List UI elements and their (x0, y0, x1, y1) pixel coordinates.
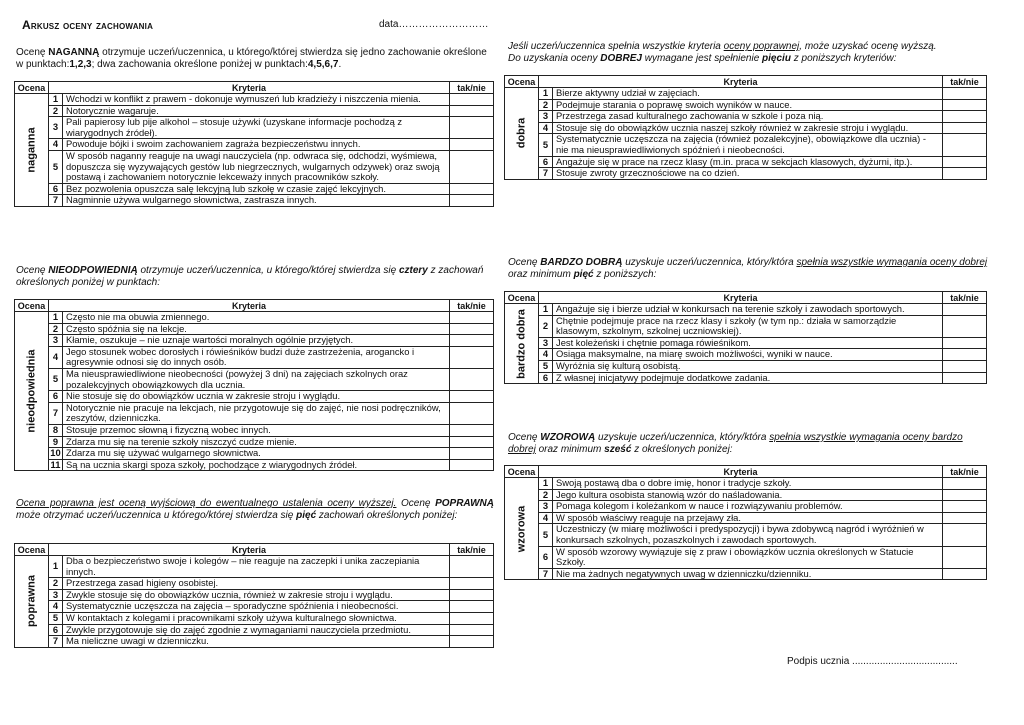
criterion-number: 6 (49, 624, 63, 636)
table-header-row (15, 82, 494, 94)
criterion-text: Zwykle stosuje się do obowiązków ucznia, również w zakresie stroju i wyglądu. (63, 589, 450, 601)
nieodpowiednia-intro: Ocenę NIEODPOWIEDNIĄ otrzymuje uczeń/uczennica, u którego/której stwierdza się cztery z zachowań określonych poniżej w punktach: (16, 265, 484, 288)
table-row (15, 335, 494, 347)
criterion-text: Wchodzi w konflikt z prawem - dokonuje wymuszeń lub kradzieży i niszczenia mienia. (63, 94, 450, 106)
yesno-cell[interactable] (450, 312, 494, 324)
criterion-text: Są na ucznia skargi spoza szkoły, pochodzące z wiarygodnych źródeł. (63, 459, 450, 471)
criterion-number: 5 (539, 360, 553, 372)
criterion-number: 3 (539, 337, 553, 349)
yesno-cell[interactable] (943, 478, 987, 490)
grade-label: bardzo dobra (515, 308, 528, 379)
criterion-text: Angażuje się i bierze udział w konkursach na terenie szkoły i zawodach sportowych. (553, 304, 943, 316)
criterion-text: Osiąga maksymalne, na miarę swoich możliwości, wyniki w nauce. (553, 349, 943, 361)
criterion-number: 9 (49, 436, 63, 448)
criterion-text: Swoją postawą dba o dobre imię, honor i tradycje szkoły. (553, 478, 943, 490)
header-criteria: Kryteria (49, 82, 450, 94)
yesno-cell[interactable] (450, 105, 494, 117)
table-row (505, 512, 987, 524)
table-row (15, 436, 494, 448)
yesno-cell[interactable] (450, 601, 494, 613)
yesno-cell[interactable] (450, 335, 494, 347)
naganna-intro: Ocenę NAGANNĄ otrzymuje uczeń/uczennica, u którego/której stwierdza się jedno zachowanie określone w punktach:1,2,3; dwa zachowania określone poniżej w punktach:4,5,6,7. (16, 47, 487, 70)
date-field[interactable]: data……………………… (379, 19, 489, 30)
grade-label: dobra (515, 118, 528, 149)
header-grade: Ocena (505, 76, 539, 88)
wzorowa-intro: Ocenę WZOROWĄ uzyskuje uczeń/uczennica, który/która spełnia wszystkie wymagania oceny bardzo dobrej oraz minimum sześć z określonych poniżej: (508, 432, 963, 455)
table-row (505, 88, 987, 100)
table-row (15, 459, 494, 471)
criterion-number: 4 (539, 512, 553, 524)
yesno-cell[interactable] (450, 636, 494, 648)
table-row (15, 589, 494, 601)
table-row (15, 312, 494, 324)
criterion-text: Ma nieliczne uwagi w dzienniczku. (63, 636, 450, 648)
table-header-row (505, 76, 987, 88)
criterion-number: 5 (49, 368, 63, 390)
header-yesno: tak/nie (943, 466, 987, 478)
table-row (15, 391, 494, 403)
poprawna-table (14, 543, 494, 648)
criterion-number: 4 (539, 349, 553, 361)
table-row (505, 134, 987, 156)
criterion-number: 7 (49, 402, 63, 424)
yesno-cell[interactable] (450, 94, 494, 106)
criterion-text: Zwykle przygotowuje się do zajęć zgodnie z wymaganiami nauczyciela przedmiotu. (63, 624, 450, 636)
table-row (15, 150, 494, 183)
table-header-row (15, 300, 494, 312)
table-row (505, 360, 987, 372)
criterion-text: Powoduje bójki i swoim zachowaniem zagraża bezpieczeństwu innych. (63, 139, 450, 151)
table-row (15, 601, 494, 613)
table-row (505, 478, 987, 490)
table-row (15, 346, 494, 368)
table-row (15, 612, 494, 624)
table-row (505, 546, 987, 568)
criterion-text: Pomaga kolegom i koleżankom w nauce i rozwiązywaniu problemów. (553, 501, 943, 513)
table-header-row (15, 544, 494, 556)
table-row (15, 402, 494, 424)
criterion-text: W sposób wzorowy wywiązuje się z praw i obowiązków ucznia określonych w Statucie Szkoły. (553, 546, 943, 568)
yesno-cell[interactable] (943, 512, 987, 524)
criterion-text: Często spóźnia się na lekcje. (63, 323, 450, 335)
table-row (505, 304, 987, 316)
criterion-text: Notorycznie nie pracuje na lekcjach, nie przygotowuje się do zajęć, nie nosi podręczników, zeszytów, dzienniczka. (63, 402, 450, 424)
wzorowa-table (504, 465, 987, 580)
grade-label-cell (15, 312, 49, 471)
table-header-row (505, 292, 987, 304)
nieodpowiednia-table (14, 299, 494, 471)
yesno-cell[interactable] (450, 448, 494, 460)
criterion-text: Pali papierosy lub pije alkohol – stosuje używki (uzyskane informacje pochodzą z wiarygodnych źródeł). (63, 117, 450, 139)
bardzo-dobra-table (504, 291, 987, 384)
dobra-intro: Jeśli uczeń/uczennica spełnia wszystkie kryteria oceny poprawnej, może uzyskać ocenę wyższą. Do uzyskania oceny DOBREJ wymagane jest spełnienie pięciu z poniższych kryteriów: (508, 41, 937, 64)
table-row (15, 624, 494, 636)
yesno-cell[interactable] (450, 323, 494, 335)
criterion-text: Jego stosunek wobec dorosłych i rówieśników budzi duże zastrzeżenia, arogancko i agresywnie odnosi się do innych osób. (63, 346, 450, 368)
criterion-number: 4 (49, 601, 63, 613)
yesno-cell[interactable] (943, 349, 987, 361)
yesno-cell[interactable] (450, 578, 494, 590)
table-row (15, 117, 494, 139)
header-grade: Ocena (15, 300, 49, 312)
yesno-cell[interactable] (450, 183, 494, 195)
yesno-cell[interactable] (943, 304, 987, 316)
yesno-cell[interactable] (943, 88, 987, 100)
yesno-cell[interactable] (450, 195, 494, 207)
yesno-cell[interactable] (450, 346, 494, 368)
criterion-text: Bierze aktywny udział w zajęciach. (553, 88, 943, 100)
yesno-cell[interactable] (943, 111, 987, 123)
yesno-cell[interactable] (450, 368, 494, 390)
criterion-number: 1 (539, 304, 553, 316)
criterion-number: 3 (539, 501, 553, 513)
criterion-text: Z własnej inicjatywy podejmuje dodatkowe zadania. (553, 372, 943, 384)
header-criteria: Kryteria (49, 300, 450, 312)
criterion-text: Jego kultura osobista stanowią wzór do naśladowania. (553, 489, 943, 501)
criterion-number: 5 (49, 150, 63, 183)
yesno-cell[interactable] (450, 424, 494, 436)
grade-label: nieodpowiednia (25, 349, 38, 433)
criterion-number: 7 (539, 568, 553, 580)
table-row (505, 489, 987, 501)
criterion-text: Nie stosuje się do obowiązków ucznia w zakresie stroju i wyglądu. (63, 391, 450, 403)
criterion-text: Zdarza mu się używać wulgarnego słownictwa. (63, 448, 450, 460)
table-row (505, 349, 987, 361)
criterion-number: 2 (49, 323, 63, 335)
criterion-number: 6 (539, 156, 553, 168)
yesno-cell[interactable] (450, 391, 494, 403)
student-signature[interactable]: Podpis ucznia ...................................... (787, 656, 958, 667)
criterion-number: 2 (49, 578, 63, 590)
table-row (505, 372, 987, 384)
criterion-text: Bez pozwolenia opuszcza salę lekcyjną lub szkołę w czasie zajęć lekcyjnych. (63, 183, 450, 195)
table-row (505, 315, 987, 337)
header-yesno: tak/nie (943, 76, 987, 88)
dobra-table (504, 75, 987, 180)
yesno-cell[interactable] (943, 168, 987, 180)
header-yesno: tak/nie (943, 292, 987, 304)
table-row (15, 578, 494, 590)
criterion-text: Kłamie, oszukuje – nie uznaje wartości moralnych ogólnie przyjętych. (63, 335, 450, 347)
criterion-number: 5 (539, 524, 553, 546)
table-row (15, 556, 494, 578)
criterion-number: 7 (49, 195, 63, 207)
header-criteria: Kryteria (49, 544, 450, 556)
yesno-cell[interactable] (943, 122, 987, 134)
criterion-number: 3 (49, 117, 63, 139)
criterion-number: 6 (49, 391, 63, 403)
yesno-cell[interactable] (450, 150, 494, 183)
header-grade: Ocena (15, 82, 49, 94)
table-row (15, 139, 494, 151)
grade-label-cell (505, 88, 539, 180)
criterion-number: 7 (539, 168, 553, 180)
grade-label-cell (15, 94, 49, 207)
document-header (22, 18, 492, 32)
criterion-number: 6 (539, 546, 553, 568)
yesno-cell[interactable] (450, 139, 494, 151)
criterion-text: Stosuje zwroty grzecznościowe na co dzień. (553, 168, 943, 180)
header-yesno: tak/nie (450, 300, 494, 312)
criterion-number: 1 (539, 478, 553, 490)
criterion-text: Notorycznie wagaruje. (63, 105, 450, 117)
grade-label: naganna (25, 127, 38, 173)
criterion-text: W sposób naganny reaguje na uwagi nauczyciela (np. odwraca się, odchodzi, wyśmiewa, dopuszcza się wyzywających gestów lub niegrzecznych, wulgarnych odzywek) oraz swoją postawą i zachowaniem notorycznie lekceważy innych pracowników szkoły. (63, 150, 450, 183)
criterion-number: 4 (49, 139, 63, 151)
header-yesno: tak/nie (450, 544, 494, 556)
criterion-number: 3 (49, 589, 63, 601)
criterion-number: 4 (539, 122, 553, 134)
criterion-number: 4 (49, 346, 63, 368)
table-row (15, 636, 494, 648)
yesno-cell[interactable] (450, 402, 494, 424)
criterion-number: 3 (49, 335, 63, 347)
table-row (15, 448, 494, 460)
yesno-cell[interactable] (450, 459, 494, 471)
criterion-text: Uczestniczy (w miarę możliwości i predyspozycji) i bywa zdobywcą nagród i wyróżnień w konkursach szkolnych, pozaszkolnych i zawodach sportowych. (553, 524, 943, 546)
criterion-text: Przestrzega zasad higieny osobistej. (63, 578, 450, 590)
table-row (505, 168, 987, 180)
criterion-text: W sposób właściwy reaguje na przejawy zła. (553, 512, 943, 524)
table-header-row (505, 466, 987, 478)
document-title: Arkusz oceny zachowania (22, 18, 154, 32)
yesno-cell[interactable] (943, 489, 987, 501)
bardzo-dobra-intro: Ocenę BARDZO DOBRĄ uzyskuje uczeń/uczennica, który/która spełnia wszystkie wymagania oceny dobrej oraz minimum pięć z poniższych: (508, 257, 988, 280)
yesno-cell[interactable] (943, 156, 987, 168)
header-criteria: Kryteria (539, 76, 943, 88)
yesno-cell[interactable] (943, 524, 987, 546)
yesno-cell[interactable] (450, 589, 494, 601)
criterion-number: 2 (539, 99, 553, 111)
criterion-number: 10 (50, 447, 61, 459)
criterion-number: 1 (49, 556, 63, 578)
criterion-text: Ma nieusprawiedliwione nieobecności (powyżej 3 dni) na zajęciach szkolnych oraz pozalekcyjnych obowiązkowych dla ucznia. (63, 368, 450, 390)
table-row (15, 323, 494, 335)
criterion-number: 6 (539, 372, 553, 384)
criterion-number: 1 (49, 312, 63, 324)
grade-label-cell (505, 304, 539, 384)
criterion-text: Przestrzega zasad kulturalnego zachowania w szkole i poza nią. (553, 111, 943, 123)
yesno-cell[interactable] (943, 337, 987, 349)
criterion-number: 2 (539, 489, 553, 501)
criterion-text: Dba o bezpieczeństwo swoje i kolegów – nie reaguje na zaczepki i unika zaczepiania innych. (63, 556, 450, 578)
naganna-table (14, 81, 494, 207)
criterion-text: Jest koleżeński i chętnie pomaga rówieśnikom. (553, 337, 943, 349)
yesno-cell[interactable] (943, 315, 987, 337)
yesno-cell[interactable] (450, 117, 494, 139)
table-row (505, 337, 987, 349)
table-row (15, 195, 494, 207)
criterion-number: 1 (49, 94, 63, 106)
header-grade: Ocena (505, 466, 539, 478)
poprawna-intro: Ocena poprawna jest oceną wyjściową do ewentualnego ustalenia oceny wyższej. Ocenę POPRAWNĄ może otrzymać uczeń/uczennica u którego/której stwierdza się pięć zachowań określonych poniżej: (16, 498, 494, 521)
grade-label: poprawna (25, 575, 38, 628)
criterion-text: Chętnie podejmuje prace na rzecz klasy i szkoły (w tym np.: działa w samorządzie klasowym, szkolnym, szkolnej uczniowskiej). (553, 315, 943, 337)
grade-label: wzorowa (515, 505, 528, 552)
criterion-text: Stosuje się do obowiązków ucznia naszej szkoły również w zakresie stroju i wyglądu. (553, 122, 943, 134)
criterion-text: Nie ma żadnych negatywnych uwag w dzienniczku/dzienniku. (553, 568, 943, 580)
grade-label-cell (505, 478, 539, 580)
yesno-cell[interactable] (943, 568, 987, 580)
header-grade: Ocena (15, 544, 49, 556)
criterion-number: 5 (49, 612, 63, 624)
criterion-number: 1 (539, 88, 553, 100)
table-row (15, 183, 494, 195)
table-row (15, 368, 494, 390)
table-row (505, 156, 987, 168)
header-yesno: tak/nie (450, 82, 494, 94)
table-row (505, 524, 987, 546)
criterion-number: 2 (539, 315, 553, 337)
criterion-text: W kontaktach z kolegami i pracownikami szkoły używa kulturalnego słownictwa. (63, 612, 450, 624)
header-grade: Ocena (505, 292, 539, 304)
criterion-number: 7 (49, 636, 63, 648)
criterion-text: Zdarza mu się na terenie szkoły niszczyć cudze mienie. (63, 436, 450, 448)
grade-label-cell (15, 556, 49, 648)
table-row (505, 122, 987, 134)
criterion-text: Podejmuje starania o poprawę swoich wyników w nauce. (553, 99, 943, 111)
criterion-text: Stosuje przemoc słowną i fizyczną wobec innych. (63, 424, 450, 436)
table-row (505, 111, 987, 123)
criterion-number: 8 (49, 424, 63, 436)
table-row (505, 568, 987, 580)
yesno-cell[interactable] (450, 612, 494, 624)
table-row (15, 94, 494, 106)
yesno-cell[interactable] (450, 436, 494, 448)
table-row (505, 99, 987, 111)
criterion-text: Systematycznie uczęszcza na zajęcia – sporadyczne spóźnienia i nieobecności. (63, 601, 450, 613)
yesno-cell[interactable] (943, 134, 987, 156)
criterion-number: 2 (49, 105, 63, 117)
table-row (15, 105, 494, 117)
table-row (505, 501, 987, 513)
yesno-cell[interactable] (943, 546, 987, 568)
yesno-cell[interactable] (450, 624, 494, 636)
table-row (15, 424, 494, 436)
header-criteria: Kryteria (539, 466, 943, 478)
criterion-text: Wyróżnia się kulturą osobistą. (553, 360, 943, 372)
yesno-cell[interactable] (943, 372, 987, 384)
header-criteria: Kryteria (539, 292, 943, 304)
criterion-number: 11 (49, 459, 63, 471)
criterion-number: 5 (539, 134, 553, 156)
yesno-cell[interactable] (943, 360, 987, 372)
criterion-text: Systematycznie uczęszcza na zajęcia (również pozalekcyjne), obowiązkowe dla ucznia) - nie ma nieusprawiedliwionych spóźnień i nieobecności. (553, 134, 943, 156)
yesno-cell[interactable] (943, 99, 987, 111)
criterion-text: Często nie ma obuwia zmiennego. (63, 312, 450, 324)
criterion-number: 3 (539, 111, 553, 123)
yesno-cell[interactable] (943, 501, 987, 513)
yesno-cell[interactable] (450, 556, 494, 578)
criterion-text: Angażuje się w prace na rzecz klasy (m.in. praca w sekcjach klasowych, dyżurni, itp.). (553, 156, 943, 168)
criterion-text: Nagminnie używa wulgarnego słownictwa, zastrasza innych. (63, 195, 450, 207)
criterion-number: 6 (49, 183, 63, 195)
